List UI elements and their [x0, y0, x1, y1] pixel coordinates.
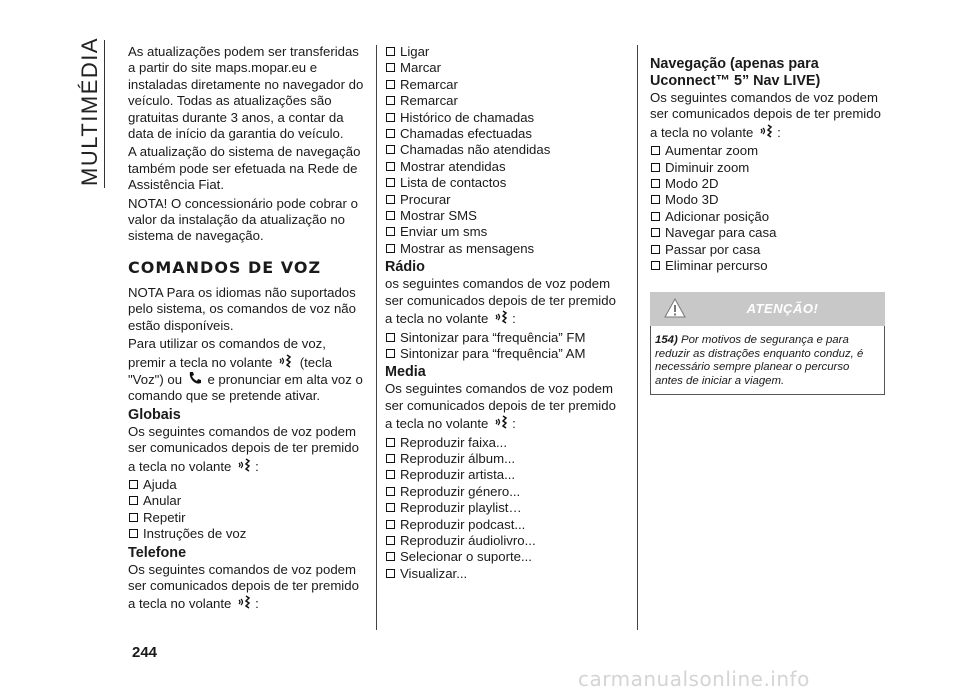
list-item: Reproduzir artista...	[385, 467, 625, 483]
checkbox-icon	[386, 195, 395, 204]
list-item: Eliminar percurso	[650, 258, 886, 274]
list-item: Sintonizar para “frequência” AM	[385, 346, 625, 362]
checkbox-icon	[386, 162, 395, 171]
checkbox-icon	[386, 536, 395, 545]
list-item: Passar por casa	[650, 242, 886, 258]
checkbox-icon	[386, 96, 395, 105]
heading-media: Media	[385, 364, 426, 381]
footer-watermark-link[interactable]: carmanualsonline.info	[578, 667, 810, 691]
navigation-list	[650, 143, 886, 274]
list-item: Mostrar SMS	[385, 208, 625, 224]
side-divider	[104, 40, 105, 188]
heading-telefone: Telefone	[128, 544, 187, 561]
column-1	[128, 44, 364, 615]
checkbox-icon	[386, 113, 395, 122]
heading-radio: Rádio	[385, 259, 425, 276]
checkbox-icon	[386, 211, 395, 220]
list-item: Remarcar	[385, 77, 625, 93]
list-item: Mostrar atendidas	[385, 159, 625, 175]
list-item: Adicionar posição	[650, 209, 886, 225]
section-side-title: MULTIMÉDIA	[77, 36, 102, 186]
checkbox-icon	[386, 244, 395, 253]
usage-text-c: e pronunciar em alta voz o comando que se pretende ativar.	[128, 371, 363, 404]
media-list	[385, 435, 625, 583]
checkbox-icon	[386, 552, 395, 561]
list-item: Sintonizar para “frequência” FM	[385, 330, 625, 346]
voice-command-icon	[494, 309, 510, 325]
list-item: Reproduzir género...	[385, 484, 625, 500]
list-item: Navegar para casa	[650, 225, 886, 241]
list-item: Modo 3D	[650, 192, 886, 208]
warning-number: 154)	[655, 334, 678, 346]
checkbox-icon	[386, 47, 395, 56]
checkbox-icon	[651, 228, 660, 237]
warning-text: Por motivos de segurança e para reduzir as distrações enquanto conduz, é necessário sempre planear o percurso antes de iniciar a viagem.	[655, 334, 864, 387]
paragraph-updates: As atualizações podem ser transferidas a partir do site maps.mopar.eu e instaladas diretamente no navegador do veículo. Todas as atualizações são gratuitas durante 3 anos, a contar da data de início da garantia do veículo.	[128, 44, 364, 142]
list-item: Aumentar zoom	[650, 143, 886, 159]
column-2	[385, 44, 625, 582]
phone-icon	[188, 371, 202, 385]
list-item: Reproduzir playlist…	[385, 500, 625, 516]
list-item: Enviar um sms	[385, 224, 625, 240]
checkbox-icon	[386, 63, 395, 72]
checkbox-icon	[651, 195, 660, 204]
checkbox-icon	[129, 480, 138, 489]
checkbox-icon	[129, 513, 138, 522]
radio-intro: os seguintes comandos de voz podem ser comunicados depois de ter premido a tecla no volante :	[385, 276, 616, 327]
checkbox-icon	[386, 333, 395, 342]
column-divider-2	[637, 45, 638, 630]
checkbox-icon	[651, 146, 660, 155]
checkbox-icon	[386, 503, 395, 512]
telefone-list	[385, 44, 625, 257]
list-item: Instruções de voz	[128, 526, 364, 542]
list-item: Histórico de chamadas	[385, 110, 625, 126]
checkbox-icon	[129, 529, 138, 538]
globais-intro: Os seguintes comandos de voz podem ser comunicados depois de ter premido a tecla no volante :	[128, 423, 359, 474]
checkbox-icon	[386, 520, 395, 529]
list-item: Modo 2D	[650, 176, 886, 192]
usage-text-a: Para utilizar os comandos de voz, premir a tecla no volante	[128, 336, 326, 370]
checkbox-icon	[386, 438, 395, 447]
list-item: Reproduzir álbum...	[385, 451, 625, 467]
list-item: Chamadas efectuadas	[385, 126, 625, 142]
page-number: 244	[132, 644, 158, 661]
checkbox-icon	[386, 129, 395, 138]
list-item: Chamadas não atendidas	[385, 142, 625, 158]
checkbox-icon	[129, 496, 138, 505]
list-item: Anular	[128, 493, 364, 509]
heading-globais: Globais	[128, 406, 181, 423]
heading-voice-commands: COMANDOS DE VOZ	[128, 257, 322, 277]
checkbox-icon	[651, 163, 660, 172]
list-item: Repetir	[128, 510, 364, 526]
list-item: Reproduzir faixa...	[385, 435, 625, 451]
list-item: Mostrar as mensagens	[385, 241, 625, 257]
warning-label: ATENÇÃO!	[746, 301, 819, 316]
navigation-intro: Os seguintes comandos de voz podem ser comunicados depois de ter premido a tecla no volante :	[650, 90, 881, 140]
checkbox-icon	[386, 227, 395, 236]
checkbox-icon	[386, 470, 395, 479]
list-item: Procurar	[385, 192, 625, 208]
checkbox-icon	[386, 178, 395, 187]
checkbox-icon	[386, 349, 395, 358]
list-item: Remarcar	[385, 93, 625, 109]
list-item: Ligar	[385, 44, 625, 60]
warning-box	[650, 292, 885, 395]
list-item: Marcar	[385, 60, 625, 76]
checkbox-icon	[651, 261, 660, 270]
globais-list	[128, 477, 364, 543]
checkbox-icon	[386, 80, 395, 89]
list-item: Reproduzir áudiolivro...	[385, 533, 625, 549]
voice-command-icon	[237, 594, 253, 610]
media-intro: Os seguintes comandos de voz podem ser comunicados depois de ter premido a tecla no volante :	[385, 381, 616, 432]
paragraph-assistance: A atualização do sistema de navegação também pode ser efetuada na Rede de Assistência Fiat.	[128, 144, 361, 193]
usage-text-b: (tecla "Voz") ou	[128, 354, 332, 387]
checkbox-icon	[651, 179, 660, 188]
voice-command-icon	[759, 123, 775, 139]
voice-command-icon	[494, 414, 510, 430]
checkbox-icon	[651, 212, 660, 221]
checkbox-icon	[651, 245, 660, 254]
voice-command-icon	[237, 457, 253, 473]
list-item: Visualizar...	[385, 566, 625, 582]
checkbox-icon	[386, 487, 395, 496]
paragraph-note-dealer: NOTA! O concessionário pode cobrar o valor da instalação da atualização no sistema de navegação.	[128, 195, 358, 244]
heading-navigation: Navegação (apenas para Uconnect™ 5” Nav LIVE)	[650, 56, 821, 89]
checkbox-icon	[386, 454, 395, 463]
list-item: Selecionar o suporte...	[385, 549, 625, 565]
checkbox-icon	[386, 569, 395, 578]
radio-list	[385, 330, 625, 363]
paragraph-usage	[128, 336, 364, 405]
list-item: Lista de contactos	[385, 175, 625, 191]
column-divider-1	[376, 45, 377, 630]
list-item: Ajuda	[128, 477, 364, 493]
paragraph-note-languages: NOTA Para os idiomas não suportados pelo sistema, os comandos de voz não estão disponíveis.	[128, 284, 356, 333]
column-3	[650, 54, 886, 274]
voice-command-icon	[278, 353, 294, 369]
warning-body	[650, 326, 885, 395]
list-item: Diminuir zoom	[650, 160, 886, 176]
warning-header	[650, 292, 885, 326]
telefone-intro: Os seguintes comandos de voz podem ser comunicados depois de ter premido a tecla no volante :	[128, 561, 359, 612]
checkbox-icon	[386, 145, 395, 154]
list-item: Reproduzir podcast...	[385, 517, 625, 533]
